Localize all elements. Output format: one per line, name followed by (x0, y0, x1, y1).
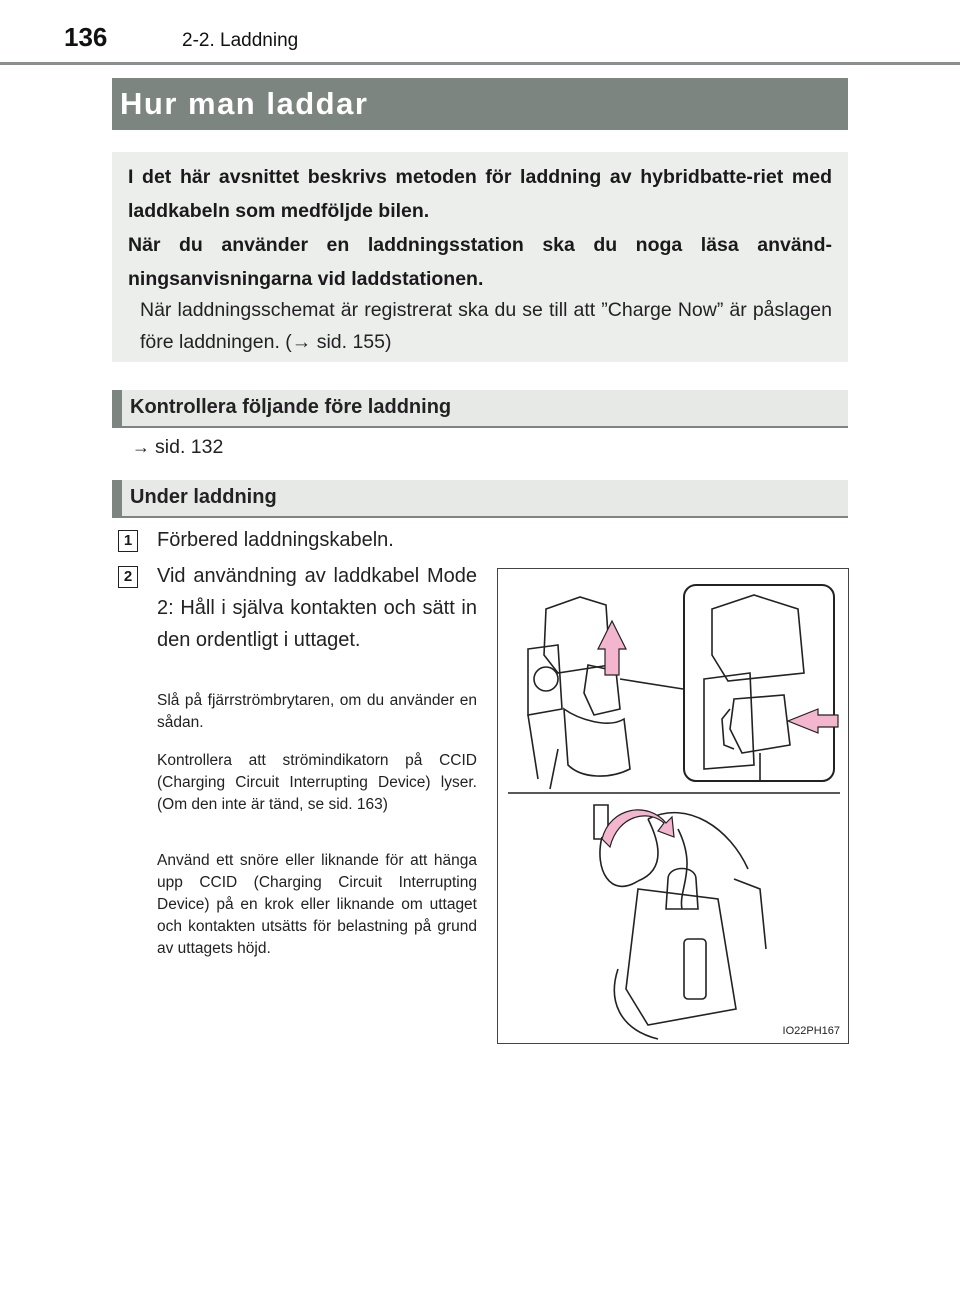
page-reference-text: sid. 132 (155, 436, 224, 458)
subheading-bar (112, 390, 122, 426)
note-hang-ccid: Använd ett snöre eller liknande för att hänga upp CCID (Charging Circuit Interrupting Device) på en krok eller liknande om uttaget och kontakten utsätts för belastning på grund av uttagets höjd. (157, 852, 477, 957)
figure-code: IO22PH167 (782, 1025, 840, 1037)
intro-box (112, 152, 848, 362)
intro-note: När laddningsschemat är registrerat ska du se till att ”Charge Now” är påslagen före laddningen. (→ sid. 155) (140, 299, 832, 353)
reference-arrow-icon: → (132, 437, 156, 457)
note-ccid-indicator: Kontrollera att strömindikatorn på CCID (Charging Circuit Interrupting Device) lyser. (Om den inte är tänd, se sid. 163) (157, 752, 477, 813)
page-header (0, 0, 960, 66)
step-text-1: Förbered laddningskabeln. (157, 529, 394, 551)
subheading-bar (112, 480, 122, 516)
page-number: 136 (64, 22, 108, 52)
step-number-2: 2 (118, 566, 138, 588)
note-remote-switch: Slå på fjärrströmbrytaren, om du använder en sådan. (157, 692, 477, 731)
intro-paragraph-2: När du använder en laddningsstation ska du noga läsa använd-ningsanvisningarna vid laddstationen. (128, 234, 832, 290)
charging-illustration (497, 568, 849, 1044)
step-text-2: Vid användning av laddkabel Mode 2: Håll i själva kontakten och sätt in den ordentligt i uttaget. (157, 565, 477, 651)
subheading-during-charging (112, 480, 848, 518)
subheading-label: Under laddning (130, 486, 277, 508)
page-title: Hur man laddar (120, 86, 369, 121)
push-plug-arrow-icon (788, 709, 838, 733)
subheading-check-before-charging (112, 390, 848, 428)
subheading-label: Kontrollera följande före laddning (130, 396, 452, 418)
step-number-1: 1 (118, 530, 138, 552)
title-bar (112, 78, 848, 130)
hang-ccid-arrow-icon (602, 810, 674, 847)
inset-frame (684, 585, 834, 781)
header-rule (0, 62, 960, 65)
section-reference: 2-2. Laddning (182, 30, 299, 51)
intro-paragraph-1: I det här avsnittet beskrivs metoden för laddning av hybridbatte-riet med laddkabeln som medföljde bilen. (128, 166, 832, 222)
charging-illustration-drawing (498, 569, 848, 1043)
page-reference[interactable] (132, 436, 223, 459)
